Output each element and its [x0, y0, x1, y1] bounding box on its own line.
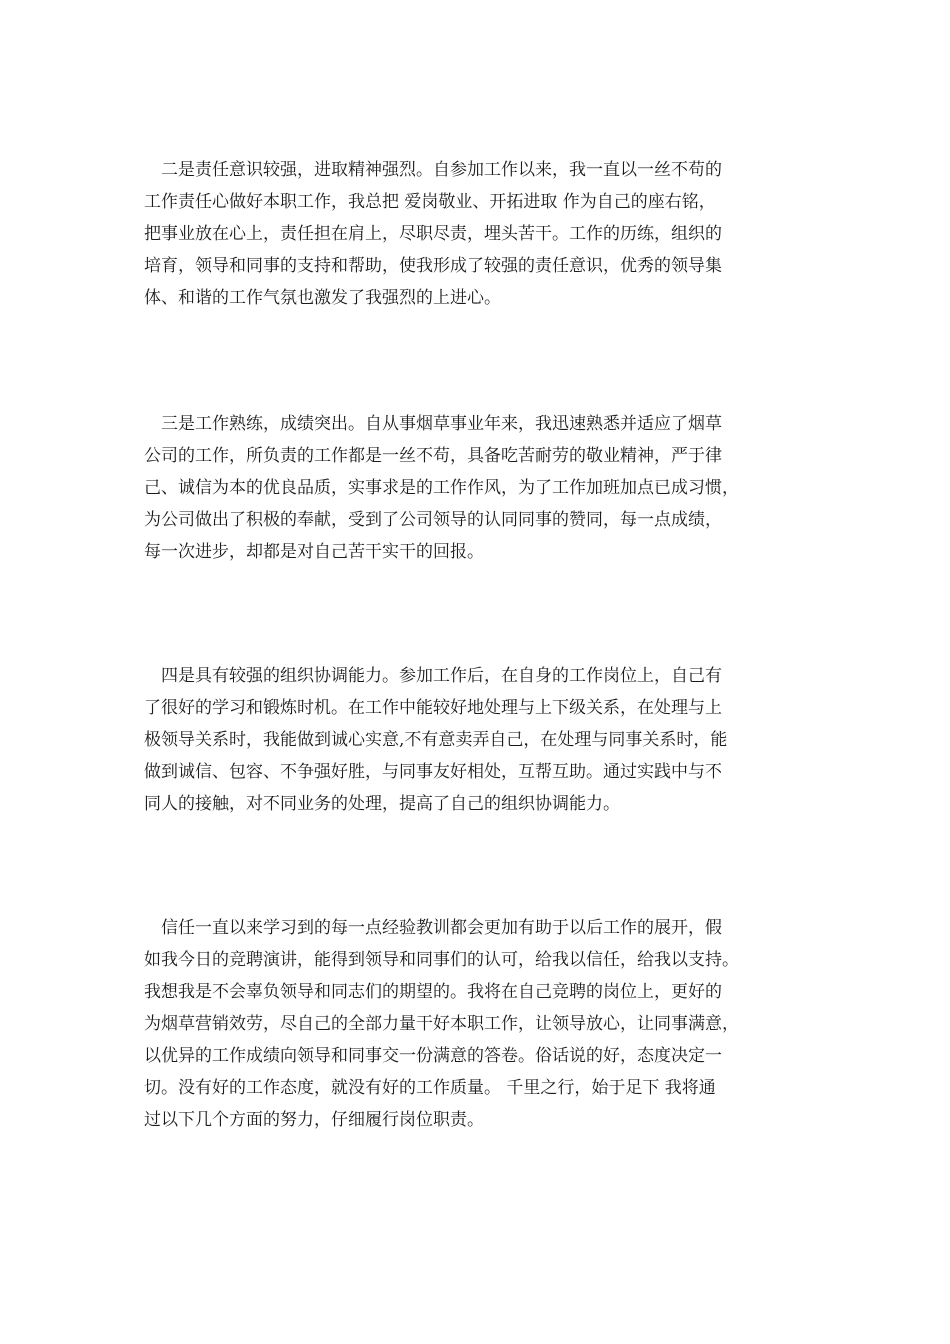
- text-line: 做到诚信、包容、不争强好胜，与同事友好相处，互帮互助。通过实践中与不: [144, 762, 722, 782]
- text-line: 工作责任心做好本职工作，我总把 爱岗敬业、开拓进取 作为自己的座右铭，: [144, 192, 716, 212]
- text-line: 切。没有好的工作态度，就没有好的工作质量。 千里之行，始于足下 我将通: [144, 1078, 716, 1098]
- text-line: 信任一直以来学习到的每一点经验教训都会更加有助于以后工作的展开，假: [144, 918, 722, 938]
- text-line: 公司的工作，所负责的工作都是一丝不苟，具备吃苦耐劳的敬业精神，严于律: [144, 446, 722, 466]
- text-line: 培育，领导和同事的支持和帮助，使我形成了较强的责任意识，优秀的领导集: [144, 256, 722, 276]
- paragraph-coordination: [144, 660, 809, 820]
- text-line: 我想我是不会辜负领导和同志们的期望的。我将在自己竞聘的岗位上，更好的: [144, 982, 722, 1002]
- text-line: 每一次进步，却都是对自己苦干实干的回报。: [144, 542, 484, 562]
- text-line: 己、诚信为本的优良品质，实事求是的工作作风，为了工作加班加点已成习惯，: [144, 478, 739, 498]
- paragraph-responsibility: [144, 154, 809, 314]
- text-line: 把事业放在心上，责任担在肩上，尽职尽责，埋头苦干。工作的历练，组织的: [144, 224, 722, 244]
- text-line: 四是具有较强的组织协调能力。参加工作后，在自身的工作岗位上，自己有: [144, 666, 722, 686]
- text-line: 极领导关系时，我能做到诚心实意,不有意卖弄自己，在处理与同事关系时，能: [144, 730, 728, 750]
- text-line: 为烟草营销效劳，尽自己的全部力量干好本职工作，让领导放心，让同事满意，: [144, 1014, 739, 1034]
- text-line: 如我今日的竞聘演讲，能得到领导和同事们的认可，给我以信任，给我以支持。: [144, 950, 739, 970]
- text-line: 同人的接触，对不同业务的处理，提高了自己的组织协调能力。: [144, 794, 620, 814]
- text-line: 体、和谐的工作气氛也激发了我强烈的上进心。: [144, 288, 501, 308]
- text-line: 了很好的学习和锻炼时机。在工作中能较好地处理与上下级关系，在处理与上: [144, 698, 722, 718]
- text-line: 为公司做出了积极的奉献，受到了公司领导的认同同事的赞同，每一点成绩，: [144, 510, 722, 530]
- text-line: 过以下几个方面的努力，仔细履行岗位职责。: [144, 1110, 484, 1130]
- text-line: 三是工作熟练，成绩突出。自从事烟草事业年来，我迅速熟悉并适应了烟草: [144, 414, 722, 434]
- text-line: 以优异的工作成绩向领导和同事交一份满意的答卷。俗话说的好，态度决定一: [144, 1046, 722, 1066]
- paragraph-skills: [144, 408, 809, 568]
- text-line: 二是责任意识较强，进取精神强烈。自参加工作以来，我一直以一丝不苟的: [144, 160, 722, 180]
- paragraph-commitment: [144, 912, 809, 1136]
